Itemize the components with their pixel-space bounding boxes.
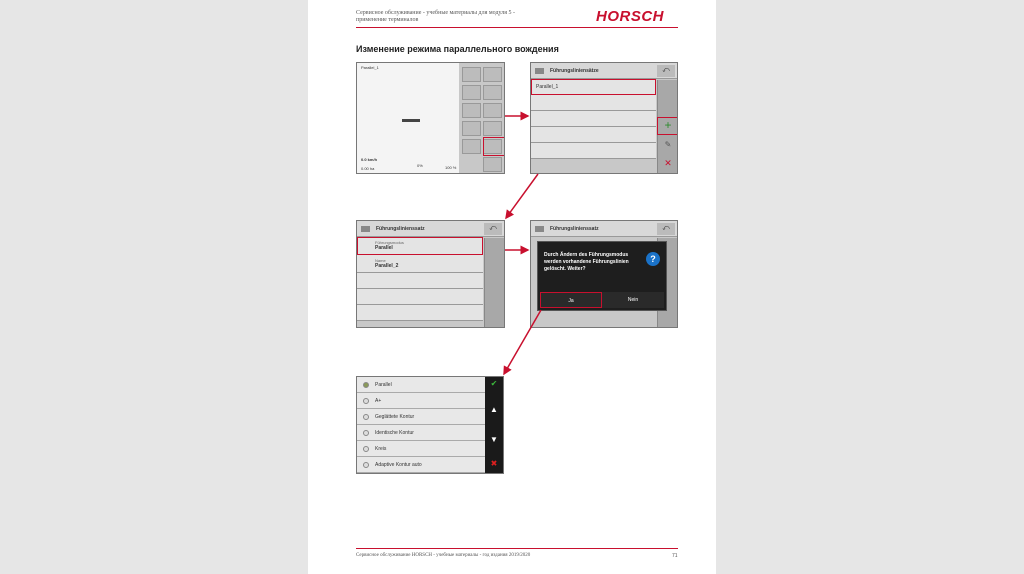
- cancel-icon[interactable]: ✖: [490, 459, 498, 468]
- option-label: Adaptive Kontur auto: [375, 461, 422, 468]
- yes-button[interactable]: Ja: [540, 292, 602, 308]
- list-item-label: Parallel_1: [536, 83, 559, 90]
- header-line-2: применение терминалов: [356, 17, 419, 23]
- arrow-4: [504, 310, 541, 374]
- speed-readout: 0.0 km/h: [361, 157, 378, 162]
- page-title: Изменение режима параллельного вождения: [356, 44, 559, 54]
- delete-icon[interactable]: ✕: [664, 158, 672, 168]
- screen-title: Führungslinienssatz: [550, 225, 599, 232]
- flow-arrows: [308, 0, 716, 574]
- arrow-2: [506, 174, 538, 218]
- screen-title: Führungslinienssatz: [376, 225, 425, 232]
- horsch-logo: HORSCH: [596, 8, 665, 25]
- stat-1: 0%: [417, 163, 423, 168]
- scroll-down-icon[interactable]: ▼: [490, 435, 498, 444]
- area-readout: 0.00 ha: [361, 166, 375, 171]
- option-label: Kreis: [375, 445, 387, 452]
- page-number: 71: [672, 553, 678, 559]
- name-value: Parallel_2: [375, 263, 399, 269]
- back-button[interactable]: ⤺: [484, 223, 502, 235]
- stat-2: 100 %: [445, 165, 457, 170]
- map-label: Parallel_1: [361, 65, 379, 70]
- footer-divider: [356, 548, 678, 549]
- no-button[interactable]: Nein: [602, 292, 664, 308]
- add-icon[interactable]: +: [664, 118, 672, 132]
- confirm-icon[interactable]: ✔: [490, 379, 498, 388]
- option-label: Parallel: [375, 381, 392, 388]
- dialog-message: Durch Ändern des Führungsmodus werden vorhandene Führungslinien gelöscht. Weiter?: [544, 252, 629, 272]
- back-button[interactable]: ⤺: [657, 65, 675, 77]
- mode-label: Führungsmodus: [375, 240, 404, 245]
- edit-icon[interactable]: ✎: [664, 140, 672, 149]
- help-icon: ?: [646, 252, 660, 266]
- mode-value: Parallel: [375, 245, 393, 251]
- scroll-up-icon[interactable]: ▲: [490, 405, 498, 414]
- name-label: Name: [375, 258, 386, 263]
- header-line-1: Сервисное обслуживание - учебные материалы для модуля 5 -: [356, 10, 515, 16]
- option-label: A+: [375, 397, 382, 404]
- footer-text: Сервисное обслуживание HORSCH - учебные материалы - год издания 2019/2020: [356, 553, 531, 558]
- option-label: Identische Kontur: [375, 429, 414, 436]
- option-label: Geglättete Kontur: [375, 413, 415, 420]
- document-page: [308, 0, 716, 574]
- back-button[interactable]: ⤺: [657, 223, 675, 235]
- screen-title: Führungsliniensätze: [550, 67, 599, 74]
